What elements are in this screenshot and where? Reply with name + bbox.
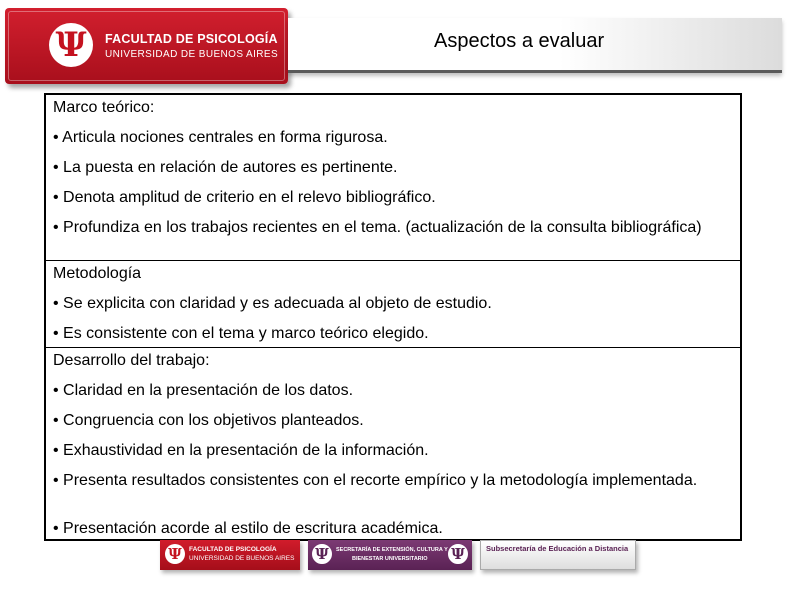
list-item: • Profundiza en los trabajos recientes en el tema. (actualización de la consulta bibliográfica) <box>53 219 702 236</box>
section-heading: Marco teórico: <box>53 99 155 116</box>
footer-distance-education-logo <box>480 540 636 570</box>
psi-logo-icon <box>448 544 468 564</box>
footer-extension-logo <box>308 540 472 570</box>
psi-logo-icon <box>312 544 332 564</box>
page-title: Aspectos a evaluar <box>434 30 605 52</box>
footer-logo1-line1: FACULTAD DE PSICOLOGÍA <box>189 546 277 553</box>
list-item: • Presenta resultados consistentes con el recorte empírico y la metodología implementada. <box>53 472 698 489</box>
list-item: • Denota amplitud de criterio en el relevo bibliográfico. <box>53 189 436 206</box>
psi-symbol: Ψ <box>451 544 465 563</box>
section-metodologia <box>46 261 740 348</box>
list-item: • Exhaustividad en la presentación de la información. <box>53 442 429 459</box>
psi-symbol: Ψ <box>55 25 87 65</box>
footer-faculty-logo <box>160 540 300 570</box>
logo-faculty-name: FACULTAD DE PSICOLOGÍA <box>105 32 278 46</box>
list-item: • Es consistente con el tema y marco teórico elegido. <box>53 325 429 342</box>
section-heading: Desarrollo del trabajo: <box>53 352 210 369</box>
list-item: • Congruencia con los objetivos planteados. <box>53 412 364 429</box>
footer-logo3-text: Subsecretaría de Educación a Distancia <box>486 544 629 553</box>
list-item: • Presentación acorde al estilo de escritura académica. <box>53 520 443 537</box>
section-desarrollo <box>46 348 740 539</box>
psi-logo-icon <box>165 544 185 564</box>
section-heading: Metodología <box>53 265 142 282</box>
list-item: • Articula nociones centrales en forma rigurosa. <box>53 129 388 146</box>
psi-symbol: Ψ <box>315 544 329 563</box>
list-item: • La puesta en relación de autores es pertinente. <box>53 159 398 176</box>
faculty-logo-banner <box>5 8 288 84</box>
list-item: • Claridad en la presentación de los datos. <box>53 382 354 399</box>
footer-logo2-line1: SECRETARÍA DE EXTENSIÓN, CULTURA Y <box>336 547 448 553</box>
list-item: • Se explicita con claridad y es adecuada al objeto de estudio. <box>53 295 492 312</box>
psi-symbol: Ψ <box>168 544 182 563</box>
section-marco-teorico <box>46 95 740 261</box>
footer-logo2-line2: BIENESTAR UNIVERSITARIO <box>352 556 428 562</box>
footer-logo1-line2: UNIVERSIDAD DE BUENOS AIRES <box>189 555 295 562</box>
psi-logo-icon <box>49 23 93 67</box>
evaluation-table <box>44 93 742 541</box>
logo-university-name: UNIVERSIDAD DE BUENOS AIRES <box>105 49 279 60</box>
